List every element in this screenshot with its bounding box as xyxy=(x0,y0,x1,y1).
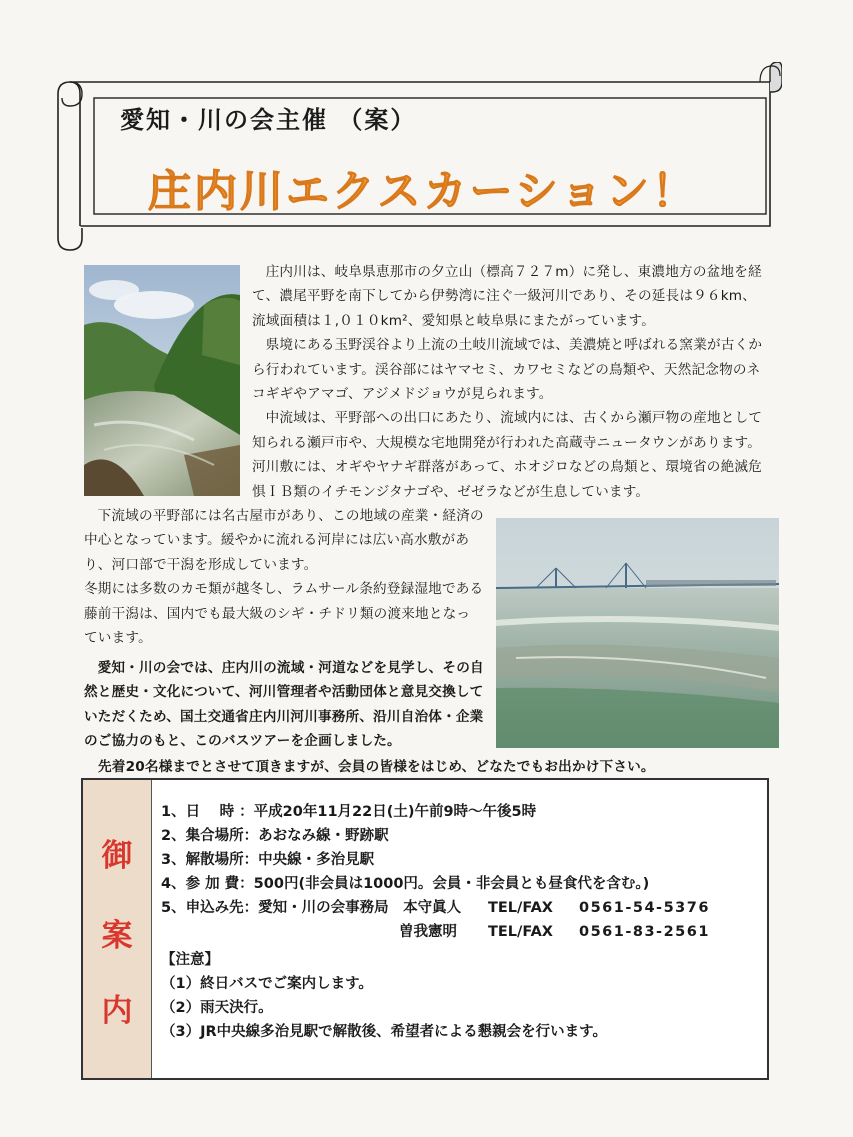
organizer-subtitle: 愛知・川の会主催 （案） xyxy=(120,106,417,134)
guide-item-contact xyxy=(161,896,761,920)
title-banner xyxy=(56,62,782,252)
event-guide-box xyxy=(81,778,769,1080)
guide-item-fee: 4、参 加 費：500円(非会員は1000円。会員・非会員とも昼食代を含む。) xyxy=(161,876,650,892)
intro-paragraph: 県境にある玉野渓谷より上流の土岐川流域では、美濃焼と呼ばれる窯業が古くから行われています。渓谷部にはヤマセミ、カワセミなどの鳥類や、天然記念物のネコギギやアマゴ、アジメドジョウが見られます。 xyxy=(252,337,763,403)
contact-phone-2: 0561-83-2561 xyxy=(579,924,710,940)
guide-item-datetime: 1、日 時 ：平成20年11月22日(土)午前9時～午後5時 xyxy=(161,804,537,820)
lower-stream-text xyxy=(84,504,484,650)
participation-note: 先着20名様までとさせて頂きますが、会員の皆様をはじめ、どなたでもお出かけ下さい。 xyxy=(98,759,655,775)
guide-item-dismissal-place: 3、解散場所：中央線・多治見駅 xyxy=(161,852,375,868)
contact-label: 5、申込み先：愛知・川の会事務局 本守眞人 xyxy=(161,900,462,916)
estuary-tideland-photo xyxy=(496,518,779,748)
lower-paragraph: 冬期には多数のカモ類が越冬し、ラムサール条約登録湿地である藤前干潟は、国内でも最大級のシギ・チドリ類の渡来地となっています。 xyxy=(84,581,484,647)
tel-fax-label: TEL/FAX xyxy=(488,900,553,916)
note-item: （3）JR中央線多治見駅で解散後、希望者による懇親会を行います。 xyxy=(161,1024,607,1040)
guide-details xyxy=(161,800,761,1044)
notes-title: 【注意】 xyxy=(161,952,219,968)
guide-label-char: 御 xyxy=(101,838,133,874)
scroll-frame xyxy=(56,62,782,252)
plan-text xyxy=(84,656,494,754)
note-item: （1）終日バスでご案内します。 xyxy=(161,976,373,992)
mountain-river-photo xyxy=(84,265,240,496)
tel-fax-label: TEL/FAX xyxy=(488,924,553,940)
plan-paragraph: 愛知・川の会では、庄内川の流域・河道などを見学し、その自然と歴史・文化について、河川管理者や活動団体と意見交換していただくため、国土交通省庄内川河川事務所、沿川自治体・企業のご協力のもと、このバスツアーを企画しました。 xyxy=(84,660,484,750)
guide-item-meeting-place: 2、集合場所：あおなみ線・野跡駅 xyxy=(161,828,389,844)
note-item: （2）雨天決行。 xyxy=(161,1000,273,1016)
intro-paragraph: 庄内川は、岐阜県恵那市の夕立山（標高７２７m）に発し、東濃地方の盆地を経て、濃尾平野を南下してから伊勢湾に注ぐ一級河川であり、その延長は９６km、流域面積は１,０１０km²、愛知県と岐阜県にまたがっています。 xyxy=(252,264,762,329)
guide-side-label xyxy=(83,780,152,1078)
guide-label-char: 内 xyxy=(101,993,133,1029)
guide-item-contact-2 xyxy=(161,920,761,944)
contact-person-2: 曽我憲明 xyxy=(399,924,457,940)
guide-label-char: 案 xyxy=(101,918,133,954)
page-title: 庄内川エクスカーション！ xyxy=(148,167,698,217)
intro-text xyxy=(252,260,764,504)
contact-phone-1: 0561-54-5376 xyxy=(579,900,710,916)
lower-paragraph: 下流域の平野部には名古屋市があり、この地域の産業・経済の中心となっています。緩やかに流れる河岸には広い高水敷があり、河口部で干潟を形成しています。 xyxy=(84,508,484,573)
intro-paragraph: 中流域は、平野部への出口にあたり、流域内には、古くから瀬戸物の産地として知られる瀬戸市や、大規模な宅地開発が行われた高蔵寺ニュータウンがあります。河川敷には、オギやヤナギ群落があって、ホオジロなどの鳥類と、環境省の絶滅危惧ＩＢ類のイチモンジタナゴや、ゼゼラなどが生息しています。 xyxy=(252,410,763,500)
